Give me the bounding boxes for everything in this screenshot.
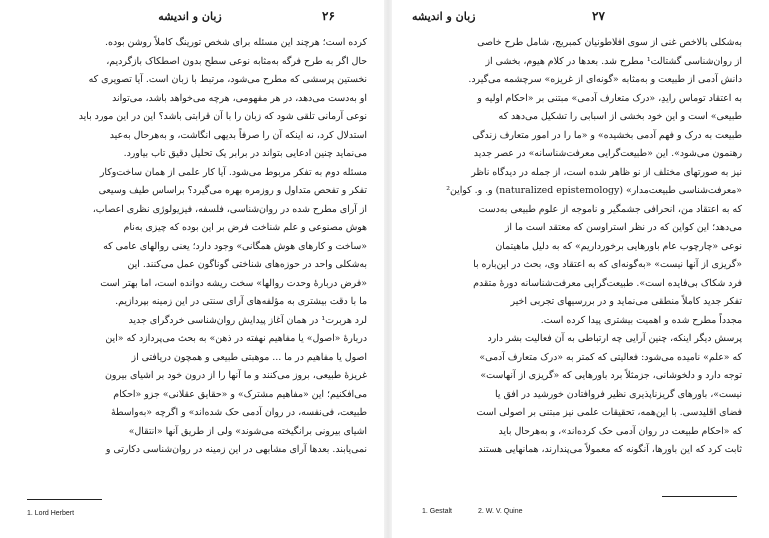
text-line: «گریزی از آنها نیست» «به‌گونه‌ای که به اعتقاد وی، بحث در این‌باره با <box>473 259 742 270</box>
text-line: تفکر جدید کاملاً منطقی می‌نماید و در بررسیهای تجربی اخیر <box>510 296 742 307</box>
text-line: از آرای مطرح شده در روان‌شناسی، فلسفه، فیزیولوژی نظری اعصاب، <box>92 203 367 215</box>
text-line: مسئله دوم به تفکر مربوط می‌شود. آیا کار علمی از همان ساخت‌وکار <box>99 166 367 178</box>
text-line: کرده است؛ هرچند این مسئله برای شخص تورینگ کاملاً روشن بوده. <box>105 37 367 48</box>
text-line: از روان‌شناسی گشتالت¹ مطرح شد. بعدها در کلام هیوم، بخشی از <box>485 55 742 67</box>
text-line: هوش مصنوعی و علم شناخت فرض بر این بوده که چیزی به‌نام <box>123 222 367 233</box>
page-number: ۲۶ <box>322 9 335 23</box>
text-line: فرد شکاک بی‌فایده است». طبیعت‌گرایی معرفت‌شناسانه دورهٔ متقدم <box>473 277 742 289</box>
text-line: طبیعت، فی‌نفسه، در روان آدمی حک شده‌اند» و اگرچه «به‌واسطهٔ <box>110 407 367 418</box>
text-line: نمی‌یابند. بعدها آرای مشابهی در این زمینه در روان‌شناسی دکارتی و <box>105 444 367 455</box>
text-line: پرسش دیگر اینکه، چنین آرایی چه ارتباطی به آن فعالیت بشر دارد <box>487 333 742 344</box>
footnote-divider <box>662 496 737 497</box>
book-gutter <box>384 0 392 538</box>
text-line: می‌نماید چنین ادعایی بتواند در برابر یک تحلیل دقیق تاب بیاورد. <box>123 148 367 159</box>
text-line: نوعی «چارچوب عام باورهایی برخورداریم» که به دلیل ماهیتمان <box>495 240 742 252</box>
footnote: 1. Lord Herbert <box>27 510 75 517</box>
text-line: اصول یا مفاهیم در ما ... موهبتی طبیعی و همچون دریافتی از <box>131 351 367 363</box>
text-line: دانش آدمی از طبیعت و به‌مثابه «گونه‌ای از غریزه» سرچشمه می‌گیرد. <box>468 74 742 85</box>
footnote-divider <box>27 499 102 500</box>
running-title: زبان و اندیشه <box>412 10 476 23</box>
right-page <box>392 0 769 538</box>
text-line: طبیعت به درک و فهم آدمی بخشیده» و «ما را در امور متعارف زندگی <box>472 129 742 141</box>
text-line: که «علم» نامیده می‌شود: فعالیتی که کمتر به «درک متعارف آدمی» <box>479 351 742 363</box>
text-line: طبیعی» است و این خود بخشی از اسبابی را تشکیل می‌دهد که <box>498 111 742 122</box>
body-text <box>27 34 367 460</box>
text-line: «معرفت‌شناسی طبیعت‌مدار» (naturalized epistemology) و. و. کواین² <box>446 185 742 196</box>
text-line: که «احکام طبیعت در روان آدمی حک کرده‌اند»، و به‌هرحال باید <box>498 425 742 437</box>
text-line: استدلال کرد، نه اینکه آن را صرفاً بدیهی انگاشت، و به‌هرحال به‌عید <box>109 129 367 141</box>
page-number: ۲۷ <box>592 9 605 23</box>
footnote: 2. W. V. Quine <box>478 508 523 515</box>
text-line: به اعتقاد توماس رایدِ، «درک متعارف آدمی» مبتنی بر «احکام اولیه و <box>477 92 742 104</box>
text-line: نیز به صورتهای مختلف از نو ظاهر شده است، از جمله در دیدگاه ناظر <box>471 166 742 178</box>
text-line: ثابت کرد که این باورها، آنگونه که معمولاً می‌پندارند، همانهایی هستند <box>478 444 742 455</box>
text-line: نوعی آرمانی تلقی شود که زبان را با آن قرابتی باشد؟ این در این مورد باید <box>78 111 367 122</box>
text-line: اشیای بیرونی برانگیخته می‌شوند» ولی از طریق آنها «انتقال» <box>128 425 367 437</box>
left-page <box>0 0 384 538</box>
text-line: غریزهٔ طبیعی، بروز می‌کنند و ما آنها را از درون خود بر اشیای بیرون <box>105 370 367 381</box>
text-line: دربارهٔ «اصول» یا مفاهیم نهفته در ذهن» به بحث می‌پردازد که «این <box>105 333 367 344</box>
text-line: تفکر و تفحص متداول و روزمره بهره می‌گیرد؟ براساس طیف وسیعی <box>98 185 367 196</box>
text-line: ما با دقت بیشتری به مؤلفه‌های آرای سنتی در این زمینه بپردازیم. <box>115 296 367 307</box>
text-line: که به اعتقاد من، انحرافی جشمگیر و ناموجه از علوم طبیعی به‌دست <box>478 203 742 215</box>
text-line: نیست»، باورهای گریزناپذیری نظیر فروافتادن خورشید در افق یا <box>495 388 742 400</box>
text-line: نخستین پرسشی که مطرح می‌شود، مرتبط با زبان است. آیا تصویری که <box>88 74 367 85</box>
text-line: رهنمون می‌شود». این «طبیعت‌گرایی معرفت‌شناسانه» در عصر جدید <box>473 148 742 159</box>
text-line: مجدداً مطرح شده و اهمیت بیشتری پیدا کرده است. <box>540 314 742 326</box>
text-line: فضای اقلیدسی. با این‌همه، تحقیقات علمی نیز مبتنی بر اصولی است <box>476 407 742 418</box>
text-line: توجه دارد و دلخوشانی، جز‌مثلاً برد باورهایی که «گریزی از آنهاست» <box>480 370 742 381</box>
text-line: حال اگر به طرح فرگه به‌مثابه نوعی سطح بدون اصطکاک بازگردیم، <box>106 55 367 67</box>
text-line: به‌شکلی بالاخص غنی از سوی افلاطونیان کمبریج، شامل طرح خاصی <box>477 37 742 48</box>
text-line: «ساخت و کارهای هوش همگانی» وجود دارد؛ یعنی روالهای عامی که <box>103 240 367 252</box>
text-line: می‌دهد؛ این کواین که در نظر استراوسن که معتقد است ما از <box>504 222 742 233</box>
text-line: او به‌دست می‌دهد، در هر مفهومی، هرچه می‌خواهد باشد، می‌تواند <box>112 92 367 104</box>
text-line: لرد هربرت¹ در همان آغاز پیدایش روان‌شناسی خردگرای جدید <box>128 314 367 326</box>
running-title: زبان و اندیشه <box>158 10 222 23</box>
text-line: می‌افکنیم؛ این «مفاهیم مشترک» و «حقایق عقلانی» جزو «احکام <box>113 388 367 400</box>
text-line: به‌شکلی واحد در حوزه‌های شناختی گوناگون عمل می‌کنند. این <box>127 259 367 270</box>
text-line: «فرض دربارهٔ وحدت روالها» سخت ریشه دوانده است، اما بهتر است <box>100 277 367 289</box>
body-text <box>412 34 742 460</box>
footnote: 1. Gestalt <box>422 508 452 515</box>
